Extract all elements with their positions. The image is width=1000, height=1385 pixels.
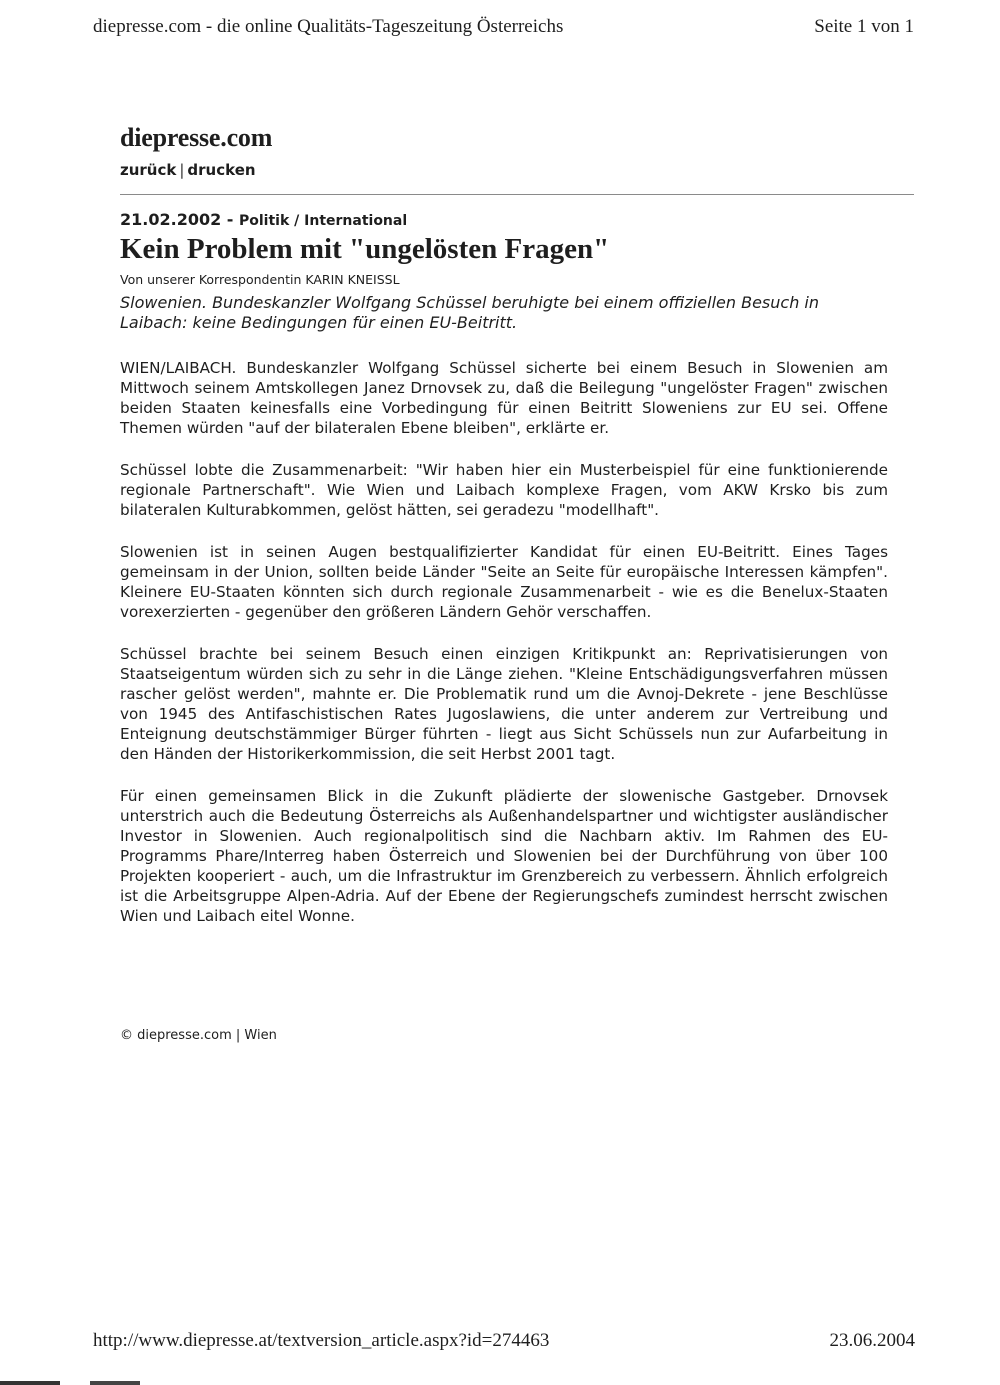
article-lead: Slowenien. Bundeskanzler Wolfgang Schüssel beruhigte bei einem offiziellen Besuch in Laibach: keine Bedingungen für einen EU-Beitritt.: [120, 293, 820, 332]
article-body: [120, 358, 888, 948]
article-paragraph: Slowenien ist in seinen Augen bestqualifizierter Kandidat für einen EU-Beitritt. Eines Tages gemeinsam in der Union, sollten beide Länder "Seite an Seite für europäische Interessen kämpfen". Kleinere EU-Staaten könnten sich durch regionale Zusammenarbeit - wie es die Benelux-Staaten vorexerzierten - gegenüber den größeren Ländern Gehör verschaffen.: [120, 543, 888, 621]
article-paragraph: Für einen gemeinsamen Blick in die Zukunft plädierte der slowenische Gastgeber. Drnovsek unterstrich auch die Bedeutung Österreichs als Außenhandelspartner und wichtigster ausländischer Investor in Slowenien. Auch regionalpolitisch sind die Nachbarn aktiv. Im Rahmen des EU-Programms Phare/Interreg haben Österreich und Slowenien bei der Durchführung von über 100 Projekten kooperiert - auch, um die Infrastruktur im Grenzbereich zu verbessern. Ähnlich erfolgreich ist die Arbeitsgruppe Alpen-Adria. Auf der Ebene der Regierungschefs zumindest herrscht zwischen Wien und Laibach eitel Wonne.: [120, 787, 888, 925]
article-headline: Kein Problem mit "ungelösten Fragen": [120, 233, 610, 265]
article-paragraph: Schüssel lobte die Zusammenarbeit: "Wir haben hier ein Musterbeispiel für eine funktionierende regionale Partnerschaft". Wie Wien und Laibach komplexe Fragen, vom AKW Krsko bis zum bilateralen Kulturabkommen, gelöst hätten, sei geradezu "modellhaft".: [120, 461, 888, 519]
print-header-page-count: Seite 1 von 1: [814, 16, 914, 37]
header-divider: [120, 194, 914, 195]
article-paragraph: WIEN/LAIBACH. Bundeskanzler Wolfgang Schüssel sicherte bei einem Besuch in Slowenien am Mittwoch seinem Amtskollegen Janez Drnovsek zu, daß die Beilegung "ungelöster Fragen" zwischen beiden Staaten keinesfalls eine Vorbedingung für einen Beitritt Sloweniens zur EU sei. Offene Themen würden "auf der bilateralen Ebene bleiben", erklärte er.: [120, 359, 888, 437]
print-footer-date: 23.06.2004: [829, 1330, 915, 1351]
back-link[interactable]: zurück: [120, 161, 177, 179]
print-link[interactable]: drucken: [187, 161, 256, 179]
article-date: 21.02.2002: [120, 210, 222, 229]
print-header-title: diepresse.com - die online Qualitäts-Tageszeitung Österreichs: [93, 16, 564, 37]
copyright-notice: © diepresse.com | Wien: [120, 1028, 277, 1043]
dateline-dash: -: [221, 210, 239, 229]
article-nav: [120, 161, 256, 179]
print-footer-url: http://www.diepresse.at/textversion_article.aspx?id=274463: [93, 1330, 550, 1351]
article-byline: Von unserer Korrespondentin KARIN KNEISSL: [120, 272, 400, 287]
article-section: Politik / International: [239, 213, 408, 229]
nav-separator: |: [179, 161, 185, 179]
site-title: diepresse.com: [120, 123, 273, 152]
dateline: [120, 210, 407, 229]
article-paragraph: Schüssel brachte bei seinem Besuch einen einzigen Kritikpunkt an: Reprivatisierungen von Staatseigentum würden sich zu sehr in die Länge ziehen. "Kleine Entschädigungsverfahren müssen rascher gelöst werden", mahnte er. Die Problematik rund um die Avnoj-Dekrete - jene Beschlüsse von 1945 des Antifaschistischen Rates Jugoslawiens, die unter anderem zur Vertreibung und Enteignung deutschstämmiger Bürger führten - liegt aus Sicht Schüssels nun zur Aufarbeitung in den Händen der Historikerkommission, die seit Herbst 2001 tagt.: [120, 645, 888, 763]
scan-edge-artifact: [0, 1381, 1000, 1385]
